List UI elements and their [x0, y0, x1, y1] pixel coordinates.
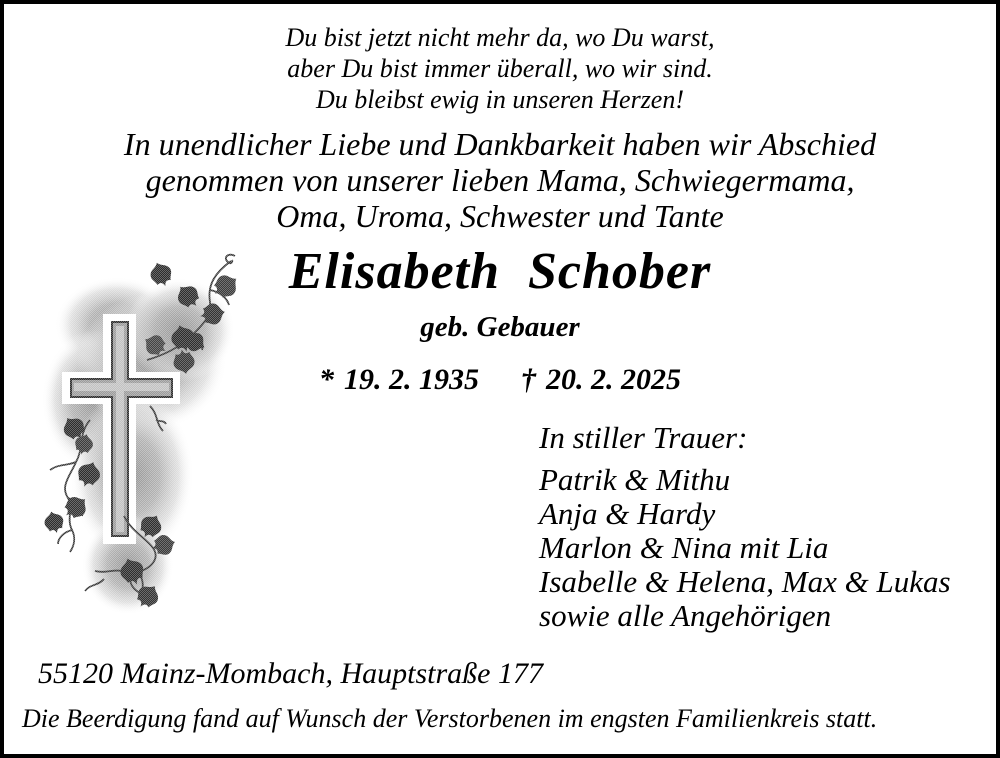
birth-date: 19. 2. 1935 — [344, 363, 479, 396]
birth-star-symbol: * — [319, 363, 334, 396]
maiden-name: geb. Gebauer — [420, 311, 580, 343]
verse-line: Du bist jetzt nicht mehr da, wo Du warst, — [285, 23, 715, 52]
farewell-line: Oma, Uroma, Schwester und Tante — [276, 198, 724, 234]
cross-with-ivy-icon — [32, 250, 260, 622]
mourner-line: Isabelle & Helena, Max & Lukas — [539, 564, 951, 599]
death-cross-symbol: † — [521, 363, 536, 396]
memorial-verse — [4, 22, 996, 115]
halftone-texture — [32, 250, 260, 622]
mourner-line: Patrik & Mithu — [539, 462, 731, 497]
mourning-header: In stiller Trauer: — [539, 420, 748, 455]
farewell-text — [4, 126, 996, 234]
deceased-name: Elisabeth Schober — [288, 243, 712, 300]
verse-line: aber Du bist immer überall, wo wir sind. — [287, 54, 713, 83]
death-date: 20. 2. 2025 — [546, 363, 681, 396]
mourner-line: Marlon & Nina mit Lia — [539, 530, 829, 565]
mourner-line: sowie alle Angehörigen — [539, 598, 832, 633]
farewell-line: genommen von unserer lieben Mama, Schwiegermama, — [145, 162, 855, 198]
mourners-block — [539, 421, 951, 633]
farewell-line: In unendlicher Liebe und Dankbarkeit haben wir Abschied — [123, 126, 877, 162]
address-line: 55120 Mainz-Mombach, Hauptstraße 177 — [38, 657, 543, 690]
verse-line: Du bleibst ewig in unseren Herzen! — [315, 85, 685, 114]
birth-date-group — [319, 362, 479, 398]
death-date-group — [521, 362, 681, 398]
funeral-note: Die Beerdigung fand auf Wunsch der Verstorbenen im engsten Familienkreis statt. — [22, 704, 878, 733]
mourner-line: Anja & Hardy — [539, 496, 716, 531]
